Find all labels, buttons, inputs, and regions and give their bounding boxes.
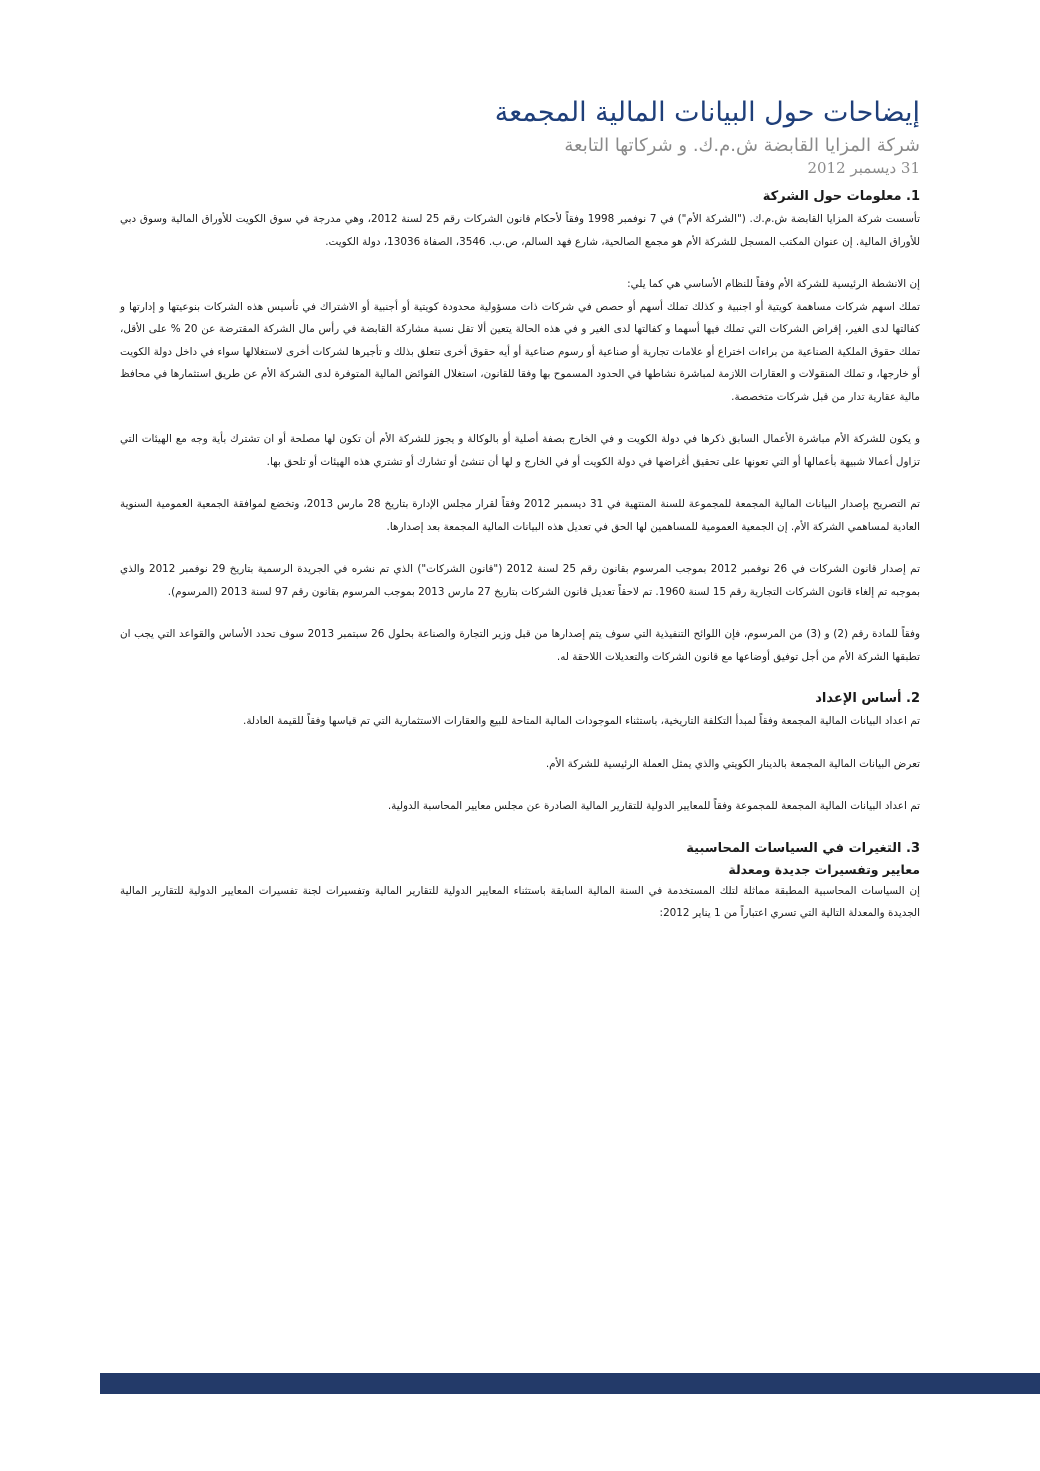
- section-1-activities: تملك اسهم شركات مساهمة كويتية أو اجنبية و كذلك تملك أسهم أو حصص في شركات ذات مسؤولية محدودة كويتية أو أجنبية أو الاشتراك في تأسيس هذه الشركات بنوعيتها و إدارتها و كفالتها لدى الغير، إقراض الشركات التي تملك فيها أسهما و كفالتها لدى الغير و في هذه الحالة يتعين ألا تقل نسبة مشاركة القابضة في رأس مال الشركة المقترضة عن 20 % على الأقل، تملك حقوق الملكية الصناعية من براءات اختراع أو علامات تجارية أو صناعية أو رسوم صناعية أو أيه حقوق أخرى تتعلق بذلك و تأجيرها لشركات أخرى لاستغلالها سواء في داخل دولة الكويت أو خارجها، و تملك المنقولات و العقارات اللازمة لمباشرة نشاطها في الحدود المسموح بها وفقا للقانون، استغلال الفوائض المالية المتوفرة لدى الشركة الأم عن طريق استثمارها في محافظ مالية عقارية تدار من قبل شركات متخصصة.: [120, 300, 920, 403]
- section-1-heading: 1. معلومات حول الشركة: [762, 189, 920, 204]
- report-date: 31 ديسمبر 2012: [807, 159, 920, 177]
- section-1-paragraph-4: تم التصريح بإصدار البيانات المالية المجمعة للمجموعة للسنة المنتهية في 31 ديسمبر 2012 وفقاً لقرار مجلس الإدارة بتاريخ 28 مارس 2013، وتخضع لموافقة الجمعية العمومية السنوية العادية لمساهمي الشركة الأم. إن الجمعية العمومية للمساهمين لها الحق في تعديل هذه البيانات المالية المجمعة بعد إصدارها.: [120, 498, 921, 533]
- section-2-paragraph-3: تم اعداد البيانات المالية المجمعة للمجموعة وفقاً للمعايير الدولية للتقارير المالية الصادرة عن مجلس معايير المحاسبة الدولية.: [387, 800, 920, 812]
- page-title: إيضاحات حول البيانات المالية المجمعة: [494, 97, 920, 128]
- page-content: [120, 92, 920, 925]
- company-name: شركة المزايا القابضة ش.م.ك. و شركاتها التابعة: [564, 135, 920, 156]
- section-3-subheading: معايير وتفسيرات جديدة ومعدلة: [728, 861, 920, 877]
- section-2-heading: 2. أساس الإعداد: [815, 691, 920, 706]
- section-2-paragraph-2: تعرض البيانات المالية المجمعة بالدينار الكويتي والذي يمثل العملة الرئيسية للشركة الأم.: [545, 757, 920, 770]
- section-1-activities-intro: إن الانشطة الرئيسية للشركة الأم وفقاً للنظام الأساسي هي كما يلي:: [627, 278, 920, 290]
- section-1-paragraph-6: وفقاً للمادة رقم (2) و (3) من المرسوم، فإن اللوائح التنفيذية التي سوف يتم إصدارها من قبل وزير التجارة والصناعة بحلول 26 سبتمبر 2013 سوف تحدد الأساس والقواعد التي يجب ان تطبقها الشركة الأم من أجل توفيق أوضاعها مع قانون الشركات والتعديلات اللاحقة له.: [120, 628, 921, 663]
- section-1-paragraph-3: و يكون للشركة الأم مباشرة الأعمال السابق ذكرها في دولة الكويت و في الخارج بصفة أصلية أو بالوكالة و يجوز للشركة الأم أن تكون لها مصلحة أو ان تشترك بأية وجه مع الهيئات التي تزاول أعمالا شبيهة بأعمالها أو التي تعونها على تحقيق أغراضها في دولة الكويت أو في الخارج و لها أن تنشئ أو تشارك أو تشتري هذه الهيئات أو تلحق بها.: [120, 433, 920, 468]
- section-1-paragraph-5: تم إصدار قانون الشركات في 26 نوفمبر 2012 بموجب المرسوم بقانون رقم 25 لسنة 2012 ("قانون الشركات") الذي تم نشره في الجريدة الرسمية بتاريخ 29 نوفمبر 2012 والذي بموجبه تم إلغاء قانون الشركات التجارية رقم 15 لسنة 1960. تم لاحقاً تعديل قانون الشركات بتاريخ 27 مارس 2013 بموجب المرسوم بقانون رقم 97 لسنة 2013 (المرسوم).: [120, 563, 920, 598]
- section-3-paragraph-1: إن السياسات المحاسبية المطبقة مماثلة لتلك المستخدمة في السنة المالية السابقة باستثناء المعايير الدولية للتقارير المالية وتفسيرات لجنة تفسيرات المعايير الدولية للتقارير المالية الجديدة والمعدلة التالية التي تسري اعتباراً من 1 يناير 2012:: [120, 884, 920, 919]
- footer-bar: [100, 1373, 1040, 1394]
- section-3-heading: 3. التغيرات في السياسات المحاسبية: [686, 840, 920, 856]
- section-1-paragraph-1: تأسست شركة المزايا القابضة ش.م.ك. ("الشركة الأم") في 7 نوفمبر 1998 وفقاً لأحكام قانون الشركات رقم 25 لسنة 2012، وهي مدرجة في سوق الكويت للأوراق المالية وسوق دبي للأوراق المالية. إن عنوان المكتب المسجل للشركة الأم هو مجمع الصالحية، شارع فهد السالم، ص.ب. 3546، الصفاة 13036، دولة الكويت.: [120, 213, 920, 248]
- section-2-paragraph-1: تم اعداد البيانات المالية المجمعة وفقاً لمبدأ التكلفة التاريخية، باستثناء الموجودات المالية المتاحة للبيع والعقارات الاستثمارية التي تم قياسها وفقاً للقيمة العادلة.: [243, 715, 920, 727]
